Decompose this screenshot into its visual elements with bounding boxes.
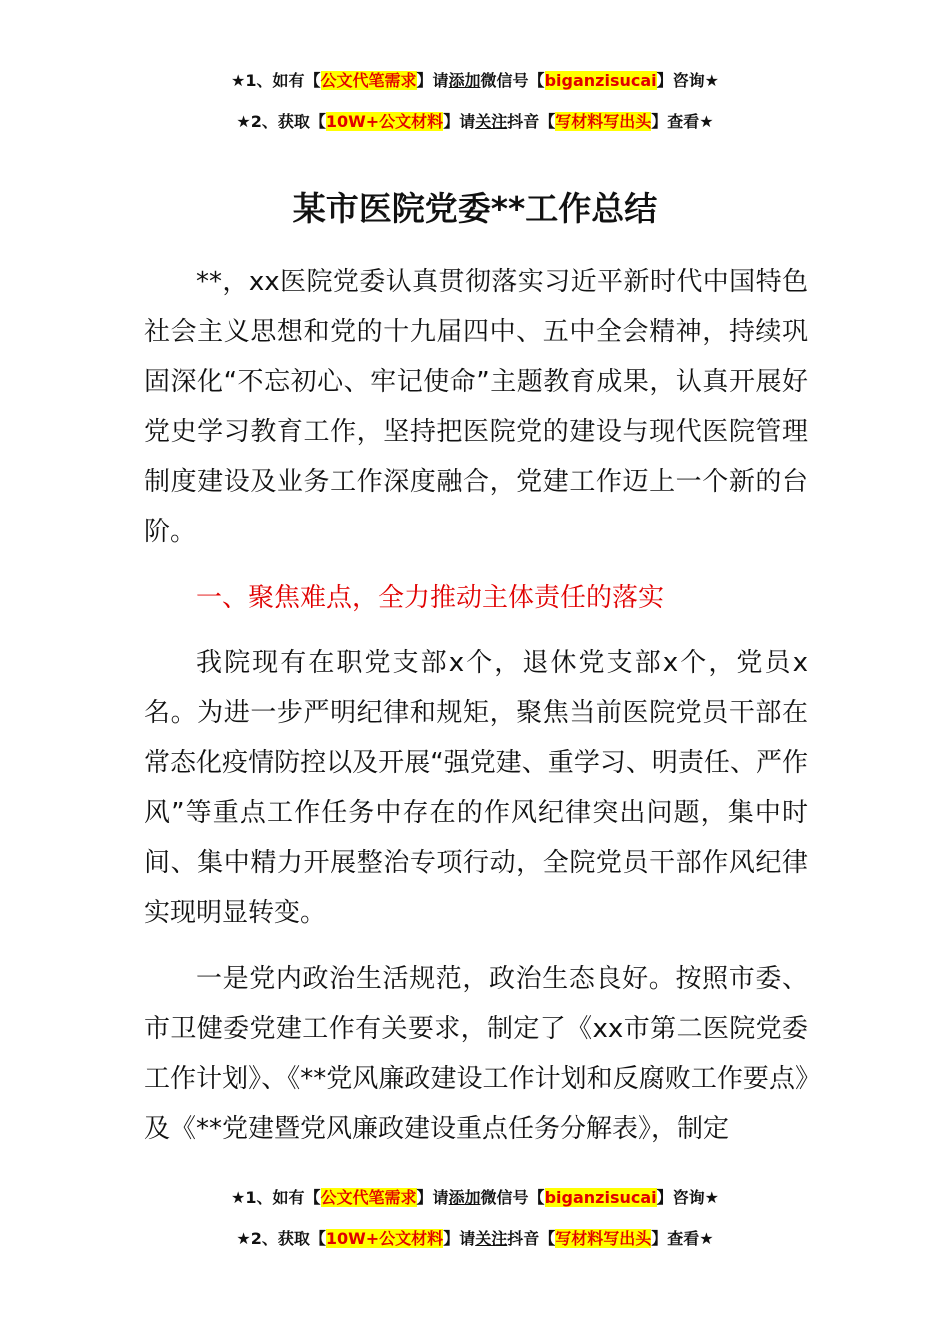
section-heading: 一、聚焦难点，全力推动主体责任的落实 xyxy=(196,583,665,613)
banner-bottom-line2 xyxy=(0,1228,950,1250)
body-paragraph: 我院现有在职党支部x个，退休党支部x个，党员x名。为进一步严明纪律和规矩，聚焦当前医院党员干部在常态化疫情防控以及开展“强党建、重学习、明责任、严作风”等重点工作任务中存在的作风纪律突出问题，集中时间、集中精力开展整治专项行动，全院党员干部作风纪律实现明显转变。 xyxy=(144,648,808,928)
banner-highlight: 写材料写出头 xyxy=(555,112,652,131)
banner-highlight: biganzisucai xyxy=(544,1188,657,1207)
banner-text: 】咨询★ xyxy=(656,71,719,90)
banner-highlight: 10W+公文材料 xyxy=(325,112,444,131)
banner-text: 】请 xyxy=(443,1229,476,1248)
banner-underline: 关注 xyxy=(475,112,508,131)
banner-text: 】查看★ xyxy=(651,112,714,131)
banner-text: 抖音【 xyxy=(507,112,556,131)
banner-bottom-line1 xyxy=(0,1187,950,1209)
banner-underline: 关注 xyxy=(475,1229,508,1248)
banner-text: ★1、如有【 xyxy=(231,1188,321,1207)
banner-text: 】请 xyxy=(416,71,449,90)
banner-text: 】咨询★ xyxy=(656,1188,719,1207)
intro-paragraph: **，xx医院党委认真贯彻落实习近平新时代中国特色社会主义思想和党的十九届四中、五中全会精神，持续巩固深化“不忘初心、牢记使命”主题教育成果，认真开展好党史学习教育工作，坚持把医院党的建设与现代医院管理制度建设及业务工作深度融合，党建工作迈上一个新的台阶。 xyxy=(144,267,808,547)
banner-top-line2 xyxy=(0,111,950,133)
banner-text: 】查看★ xyxy=(651,1229,714,1248)
banner-text: ★2、获取【 xyxy=(236,112,326,131)
banner-highlight: biganzisucai xyxy=(544,71,657,90)
banner-underline: 添加 xyxy=(448,71,481,90)
banner-text: 微信号【 xyxy=(480,71,545,90)
banner-highlight: 公文代笔需求 xyxy=(320,71,417,90)
banner-top-line1 xyxy=(0,70,950,92)
banner-text: ★1、如有【 xyxy=(231,71,321,90)
body-paragraph: 一是党内政治生活规范，政治生态良好。按照市委、市卫健委党建工作有关要求，制定了《xx市第二医院党委工作计划》、《**党风廉政建设工作计划和反腐败工作要点》及《**党建暨党风廉政建设重点任务分解表》，制定 xyxy=(144,964,808,1144)
document-title: 某市医院党委**工作总结 xyxy=(292,189,658,228)
banner-text: 】请 xyxy=(416,1188,449,1207)
banner-text: 】请 xyxy=(443,112,476,131)
banner-highlight: 公文代笔需求 xyxy=(320,1188,417,1207)
banner-text: ★2、获取【 xyxy=(236,1229,326,1248)
banner-text: 抖音【 xyxy=(507,1229,556,1248)
banner-highlight: 写材料写出头 xyxy=(555,1229,652,1248)
banner-highlight: 10W+公文材料 xyxy=(325,1229,444,1248)
banner-text: 微信号【 xyxy=(480,1188,545,1207)
banner-underline: 添加 xyxy=(448,1188,481,1207)
